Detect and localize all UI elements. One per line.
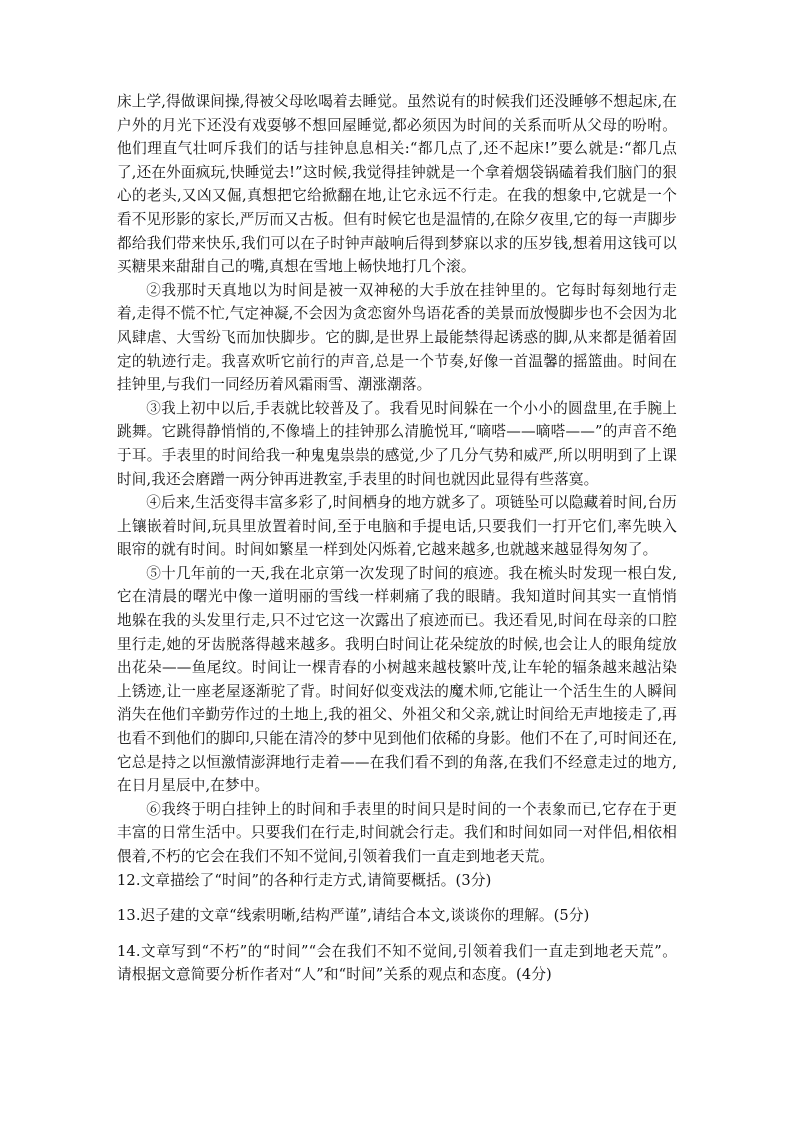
question-14: 14.文章写到“不朽”的“时间”“会在我们不知不觉间,引领着我们一直走到地老天荒”。请根据文意简要分析作者对“人”和“时间”关系的观点和态度。(4分): [117, 942, 677, 984]
paragraph-2: ②我那时天真地以为时间是被一双神秘的大手放在挂钟里的。它每时每刻地行走着,走得不慌不忙,气定神凝,不会因为贪恋窗外鸟语花香的美景而放慢脚步也不会因为北风肆虐、大雪纷飞而加快脚步。它的脚,是世界上最能禁得起诱惑的脚,从来都是循着固定的轨迹行走。我喜欢听它前行的声音,总是一个节奏,好像一首温馨的摇篮曲。时间在挂钟里,与我们一同经历着风霜雨雪、潮涨潮落。: [117, 281, 677, 394]
document-page: [117, 90, 677, 987]
paragraph-3: ③我上初中以后,手表就比较普及了。我看见时间躲在一个小小的圆盘里,在手腕上跳舞。它跳得静悄悄的,不像墙上的挂钟那么清脆悦耳,“嘀嗒——嘀嗒——”的声音不绝于耳。手表里的时间给我一种鬼鬼祟祟的感觉,少了几分气势和威严,所以明明到了上课时间,我还会磨蹭一两分钟再进教室,手表里的时间也就因此显得有些落寞。: [117, 399, 677, 488]
paragraph-4: ④后来,生活变得丰富多彩了,时间栖身的地方就多了。项链坠可以隐藏着时间,台历上镶嵌着时间,玩具里放置着时间,至于电脑和手提电话,只要我们一打开它们,率先映入眼帘的就有时间。时间如繁星一样到处闪烁着,它越来越多,也就越来越显得匆匆了。: [117, 494, 677, 559]
question-12: 12.文章描绘了“时间”的各种行走方式,请简要概括。(3分): [117, 871, 492, 889]
paragraph-5: ⑤十几年前的一天,我在北京第一次发现了时间的痕迹。我在梳头时发现一根白发,它在清晨的曙光中像一道明丽的雪线一样刺痛了我的眼睛。我知道时间其实一直悄悄地躲在我的头发里行走,只不过它这一次露出了痕迹而已。我还看见,时间在母亲的口腔里行走,她的牙齿脱落得越来越多。我明白时间让花朵绽放的时候,也会让人的眼角绽放出花朵——鱼尾纹。时间让一棵青春的小树越来越枝繁叶茂,让车轮的辐条越来越沾染上锈迹,让一座老屋逐渐驼了背。时间好似变戏法的魔术师,它能让一个活生生的人瞬间消失在他们辛勤劳作过的土地上,我的祖父、外祖父和父亲,就让时间给无声地接走了,再也看不到他们的脚印,只能在清冷的梦中见到他们依稀的身影。他们不在了,可时间还在,它总是持之以恒激情澎湃地行走着——在我们看不到的角落,在我们不经意走过的地方,在日月星辰中,在梦中。: [117, 564, 677, 795]
question-13: 13.迟子建的文章“线索明晰,结构严谨”,请结合本文,谈谈你的理解。(5分): [117, 907, 590, 925]
paragraph-1: 床上学,得做课间操,得被父母吆喝着去睡觉。虽然说有的时候我们还没睡够不想起床,在户外的月光下还没有戏耍够不想回屋睡觉,都必须因为时间的关系而听从父母的吩咐。他们理直气壮呵斥我们的话与挂钟息息相关:“都几点了,还不起床!”要么就是:“都几点了,还在外面疯玩,快睡觉去!”这时候,我觉得挂钟就是一个拿着烟袋锅磕着我们脑门的狠心的老头,又凶又倔,真想把它给掀翻在地,让它永远不行走。在我的想象中,它就是一个看不见形影的家长,严厉而又古板。但有时候它也是温情的,在除夕夜里,它的每一声脚步都给我们带来快乐,我们可以在子时钟声敲响后得到梦寐以求的压岁钱,想着用这钱可以买糖果来甜甜自己的嘴,真想在雪地上畅快地打几个滚。: [117, 93, 677, 276]
paragraph-6: ⑥我终于明白挂钟上的时间和手表里的时间只是时间的一个表象而已,它存在于更丰富的日常生活中。只要我们在行走,时间就会行走。我们和时间如同一对伴侣,相依相偎着,不朽的它会在我们不知不觉间,引领着我们一直走到地老天荒。: [117, 800, 677, 865]
